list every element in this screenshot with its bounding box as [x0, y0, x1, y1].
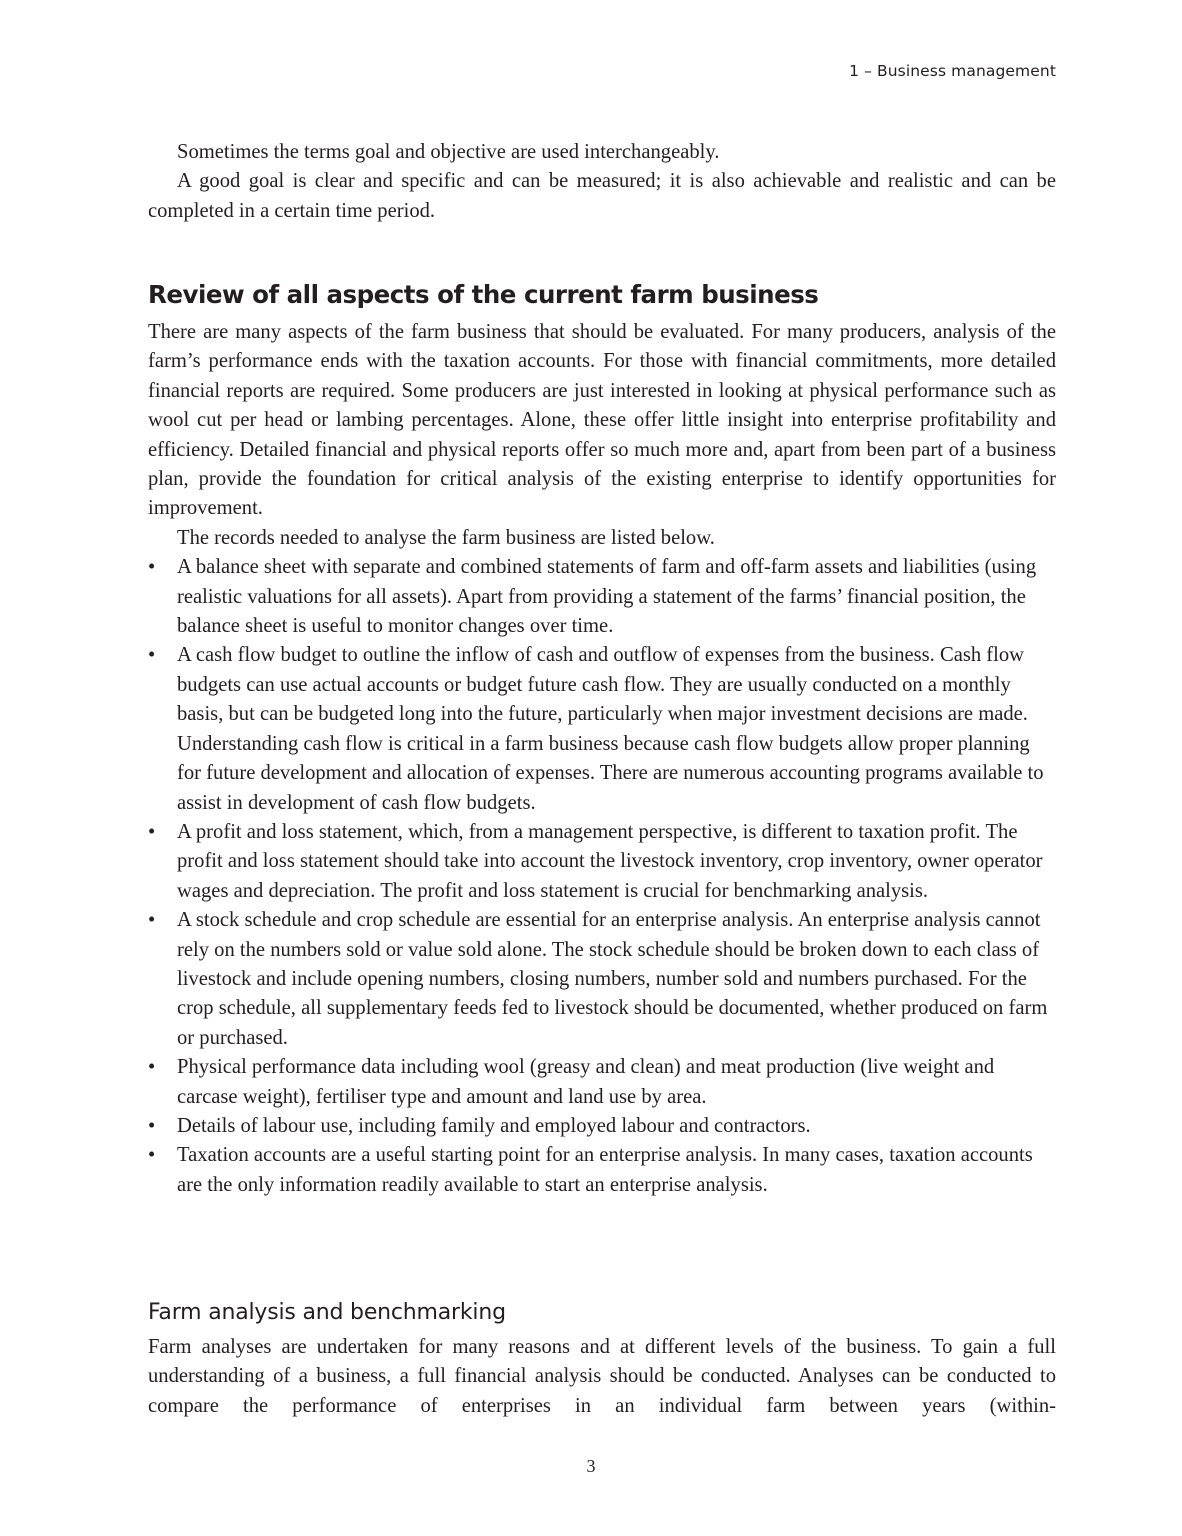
- bullet-icon: •: [148, 644, 156, 667]
- intro-block: [148, 138, 1056, 226]
- bullet-icon: •: [148, 909, 156, 932]
- intro-paragraph-2: A good goal is clear and specific and can be measured; it is also achievable and realistic and can be completed in a certain time period.: [148, 170, 1056, 222]
- running-head: 1 – Business management: [849, 62, 1056, 80]
- section-body: [148, 318, 1056, 1200]
- list-item: [148, 1141, 1056, 1200]
- list-item: [148, 641, 1056, 817]
- list-item: [148, 818, 1056, 906]
- records-list: [148, 553, 1056, 1200]
- bullet-icon: •: [148, 1144, 156, 1167]
- list-item-text: Taxation accounts are a useful starting point for an enterprise analysis. In many cases, taxation accounts are the only information readily available to start an enterprise analysis.: [177, 1144, 1033, 1196]
- bullet-icon: •: [148, 556, 156, 579]
- bullet-icon: •: [148, 1114, 156, 1137]
- section-paragraph-1: There are many aspects of the farm business that should be evaluated. For many producers, analysis of the farm’s performance ends with the taxation accounts. For those with financial commitments, more detailed financial reports are required. Some producers are just interested in looking at physical performance such as wool cut per head or lambing percentages. Alone, these offer little insight into enterprise profitability and efficiency. Detailed financial and physical reports offer so much more and, apart from been part of a business plan, provide the foundation for critical analysis of the existing enterprise to identify opportunities for improvement.: [148, 321, 1056, 520]
- list-item: [148, 553, 1056, 641]
- page-number: 3: [586, 1456, 596, 1476]
- list-item-text: A profit and loss statement, which, from a management perspective, is different to taxation profit. The profit and loss statement should take into account the livestock inventory, crop inventory, owner operator wages and depreciation. The profit and loss statement is crucial for benchmarking analysis.: [177, 820, 1043, 902]
- section-paragraph-2: The records needed to analyse the farm business are listed below.: [177, 526, 715, 549]
- list-item-text: A stock schedule and crop schedule are essential for an enterprise analysis. An enterprise analysis cannot rely on the numbers sold or value sold alone. The stock schedule should be broken down to each class of livestock and include opening numbers, closing numbers, number sold and numbers purchased. For the crop schedule, all supplementary feeds fed to livestock should be documented, whether produced on farm or purchased.: [177, 909, 1048, 1049]
- subsection-body: [148, 1333, 1056, 1421]
- list-item-text: Physical performance data including wool (greasy and clean) and meat production (live weight and carcase weight), fertiliser type and amount and land use by area.: [177, 1056, 995, 1108]
- subsection-paragraph-1: Farm analyses are undertaken for many reasons and at different levels of the business. To gain a full understanding of a business, a full financial analysis should be conducted. Analyses can be conducted to compare the performance of enterprises in an individual farm between years (within-: [148, 1336, 1056, 1417]
- list-item: [148, 1112, 1056, 1141]
- subsection-heading: Farm analysis and benchmarking: [148, 1300, 506, 1325]
- list-item: [148, 1053, 1056, 1112]
- bullet-icon: •: [148, 1056, 156, 1079]
- list-item-text: A cash flow budget to outline the inflow of cash and outflow of expenses from the business. Cash flow budgets can use actual accounts or budget future cash flow. They are usually conducted on a monthly basis, but can be budgeted long into the future, particularly when major investment decisions are made. Understanding cash flow is critical in a farm business because cash flow budgets allow proper planning for future development and allocation of expenses. There are numerous accounting programs available to assist in development of cash flow budgets.: [177, 644, 1044, 814]
- intro-paragraph-1: Sometimes the terms goal and objective are used interchangeably.: [177, 141, 720, 163]
- list-item-text: A balance sheet with separate and combined statements of farm and off-farm assets and liabilities (using realistic valuations for all assets). Apart from providing a statement of the farms’ financial position, the balance sheet is useful to monitor changes over time.: [177, 556, 1037, 638]
- bullet-icon: •: [148, 820, 156, 843]
- list-item-text: Details of labour use, including family and employed labour and contractors.: [177, 1114, 811, 1137]
- list-item: [148, 906, 1056, 1053]
- section-heading: Review of all aspects of the current farm business: [148, 280, 819, 309]
